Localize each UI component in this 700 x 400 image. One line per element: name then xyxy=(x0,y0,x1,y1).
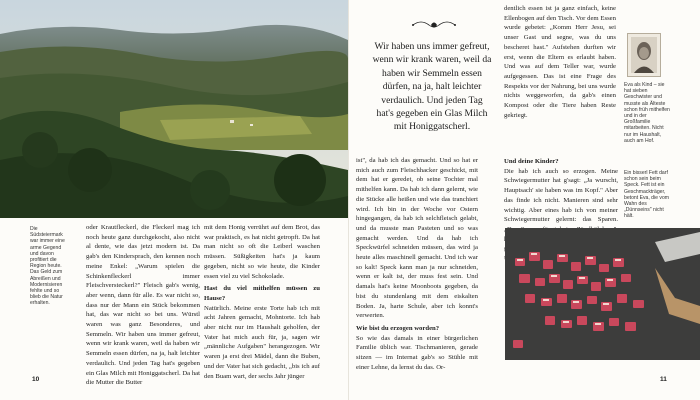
body-text: dentlich essen ist ja ganz einfach, keine Ellenbogen auf den Tisch. Vor dem Essen wurde gebetet: „Komm Herr Jesu, sei unser Gast und segne, was du uns bescheret hast." Aufstehen durften wir erst, wenn die Eltern es erlaubt haben. Und was auf dem Teller war, wurde aufgegessen. Das ist eine Frage des Respekts vor der Nahrung, bei uns wurde nichts weggeworfen, da gab's einen Kompost oder die Tiere haben Reste gekriegt. xyxy=(504,5,616,119)
page-number: 10 xyxy=(32,376,40,383)
photo-caption: Die Südsteiermark war immer eine arme Gegend und davon profitiert die Region heute. Das Geld zum Abreißen und Modernisieren fehlte und so blieb die Natur erhalten. xyxy=(30,226,65,307)
body-text: ist", da hab ich das gemacht. Und so hat er mich auch zum Fleischhacker geschickt, mit dem hat er geredet, ob seine Tochter mal mithelfen kann. Da hab ich dann gelernt, wie die Stücke alle heißen und wie das tranchiert wird. Ich bin in der Woche vor Ostern hingegangen, da hab ich selchfleisch gelabt, und da musste man Pasteten und so was gemacht werden. Und da hab ich Speckwürfel schneiden müssen, das wird ja heute alles maschinell gemacht. Und ich war so kalt! Speck kann man ja nur schneiden, wenn er kalt ist, der muss fest sein. Und damals hat's keine Moonboots gegeben, da bist du stundenlang mit dem eiskalten Boden. Ja, harte Schule, aber ich konnt's verwerten. xyxy=(356,157,478,320)
landscape-photo xyxy=(0,0,348,218)
body-text: oder Krautfleckerl, die Fleckerl mag ich noch heute ganz durchgekocht, also nicht al dente, wie das jetzt modern ist. Da gab's den Kindersprach, den kennen noch meine Enkel: „Warum spielen die Schinkenfleckerl immer Fleischversteckerl?" Fleisch gab's wenig, aber wenn, dann für alle. Es war nicht so, dass nur der Mann ein Stück bekommen hat, das war nicht so bei uns. Würstl waren was ganz Besonderes, und Semmeln. Wir haben uns immer gefreut, wenn wir krank waren, weil da haben wir Semmeln essen dürfen, na ja, halt leichter verdaulich. Und jeden Tag hat's gegeben ein Glas Milch mit Honiggatscherl. Da hat die Mutter die Butter xyxy=(86,224,200,387)
body-text: Natürlich. Meine erste Torte hab ich mit acht Jahren gemacht, Mohntorte. Ich hab aber nicht nur im Haushalt geholfen, der Vater hat mich auch für, ja, sagen wir „männliche Aufgaben" herangezogen. Wir waren ja erst drei Mädel, dann die Buben, und der Vater hat sich gedacht, „bis ich auf den Buam wart, der sechs Jahr jünger xyxy=(204,304,320,380)
page-number: 11 xyxy=(660,376,667,383)
body-text: Die hab ich auch so erzogen. Meine Schwiegermutter hat g'sagt: „Ja wurscht, Hauptsach' sie haben was im Kopf." Aber das finde ich nicht. Manieren sind sehr wichtig. Aber eines hab ich von meiner Schwiegermutter gelernt: das Sparen. xyxy=(504,167,618,224)
diced-bacon-photo xyxy=(505,228,700,360)
pull-quote: Wir haben uns immer gefreut, wenn wir krank waren, weil da haben wir Semmeln essen dürfen, na ja, halt leichter verdaulich. Und jeden Tag hat's gegeben ein Glas Milch mit Honiggatscherl. xyxy=(372,41,492,133)
body-text: So wie das damals in einer bürgerlichen Familie üblich war. Tischmanieren, gerade sitzen — im Internat gab's so Stühle mit einer Lehne, da lernst du das. Or- xyxy=(356,334,478,371)
portrait-icon xyxy=(628,34,660,76)
body-column-3 xyxy=(356,156,478,372)
photo-caption: Ein bisserl Fett darf schon sein beim Speck. Fett ist ein Geschmackträger, betont Eva, die vom Wahn des „Dünnseins" nicht hält. xyxy=(624,170,670,220)
question-heading: Hast du viel mithelfen müssen zu Hause? xyxy=(204,285,320,302)
ornament-divider-icon xyxy=(409,18,459,32)
question-heading: Und deine Kinder? xyxy=(504,158,559,165)
body-text: mit dem Honig verrührt auf dem Brot, das war praktisch, es hat nicht getropft. Da hat man nicht so oft die Leiberl waschen müssen. Süßigkeiten hat's ja kaum gegeben, nicht so wie heute, die Kinder essen viel zu viel Schokolade. xyxy=(204,224,320,280)
child-portrait-photo xyxy=(627,33,661,77)
photo-caption: Eva als Kind – sie hat sieben Geschwister und musste als Älteste schon früh mithelfen und in der Großfamilie mitarbeiten. Nicht nur im Haushalt, auch am Hof. xyxy=(624,82,670,144)
body-column-4 xyxy=(504,4,616,120)
body-column-1 xyxy=(86,223,200,388)
body-column-2 xyxy=(204,223,320,381)
question-heading: Wie bist du erzogen worden? xyxy=(356,324,440,332)
left-page xyxy=(0,0,348,400)
